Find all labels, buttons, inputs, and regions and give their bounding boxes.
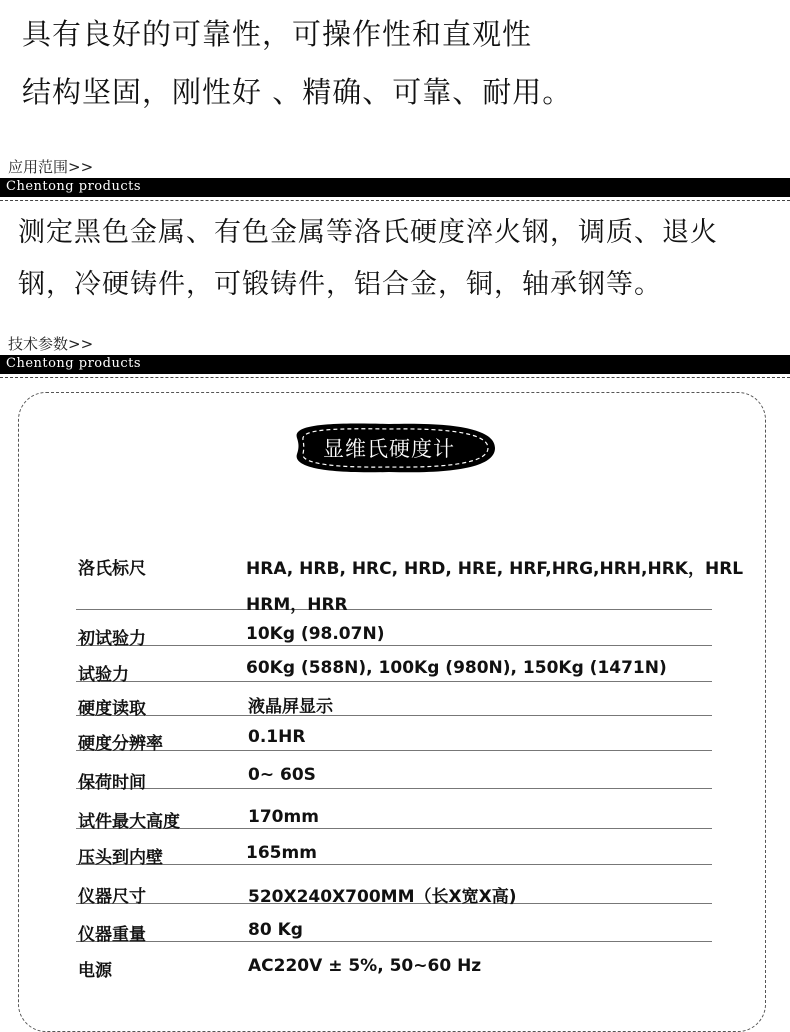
application-line-2: 钢，冷硬铸件，可锻铸件，铝合金，铜，轴承钢等。 [18, 269, 662, 300]
spec-row-readout [76, 682, 712, 719]
spec-label: 试件最大高度 [78, 812, 180, 832]
spec-label: 试验力 [78, 665, 129, 685]
tech-bar-text: Chentong products [6, 356, 141, 371]
spec-row-dwell-time [76, 751, 712, 793]
spec-label: 初试验力 [78, 629, 146, 649]
application-section-label: 应用范围>> [8, 158, 94, 176]
spec-value: 165mm [246, 843, 317, 863]
spec-row-resolution [76, 716, 712, 754]
application-line-1: 测定黑色金属、有色金属等洛氏硬度淬火钢，调质、退火 [18, 217, 718, 248]
tech-section-label: 技术参数>> [8, 335, 94, 353]
application-divider [0, 200, 790, 201]
spec-value: AC220V ± 5%, 50~60 Hz [248, 956, 482, 976]
tech-divider [0, 377, 790, 378]
spec-label: 硬度读取 [78, 699, 146, 719]
spec-label: 仪器尺寸 [78, 887, 146, 907]
spec-row-scale [76, 552, 744, 615]
spec-row-max-height [76, 789, 712, 832]
spec-value: 液晶屏显示 [248, 697, 333, 717]
spec-label: 硬度分辨率 [78, 734, 163, 754]
spec-row-preload [76, 610, 712, 649]
tech-section-bar [0, 355, 790, 374]
spec-label: 仪器重量 [78, 925, 146, 945]
spec-row-weight [76, 904, 712, 945]
spec-value: 0~ 60S [248, 765, 316, 785]
spec-value-continued: HRM，HRR [246, 595, 348, 615]
application-section-bar [0, 178, 790, 197]
spec-label: 洛氏标尺 [78, 559, 146, 579]
spec-label: 压头到内壁 [78, 848, 163, 868]
application-bar-text: Chentong products [6, 179, 141, 194]
spec-label: 电源 [78, 961, 112, 981]
spec-value: 170mm [248, 807, 319, 827]
spec-value: 0.1HR [248, 727, 306, 747]
spec-row-throat [76, 829, 712, 868]
badge-title: 显维氏硬度计 [323, 437, 455, 461]
spec-label: 保荷时间 [78, 773, 146, 793]
spec-value: 520X240X700MM（长X宽X高) [248, 887, 517, 907]
spec-row-power [76, 942, 712, 980]
spec-row-dimensions [76, 865, 712, 907]
spec-value: 10Kg (98.07N) [246, 624, 385, 644]
spec-value: 80 Kg [248, 920, 303, 940]
feature-line-1: 具有良好的可靠性，可操作性和直观性 [22, 17, 533, 51]
feature-line-2: 结构坚固，刚性好 、精确、可靠、耐用。 [22, 75, 573, 109]
spec-value: 60Kg (588N), 100Kg (980N), 150Kg (1471N) [246, 658, 667, 678]
spec-value: HRA, HRB, HRC, HRD, HRE, HRF,HRG,HRH,HRK，HRL [246, 559, 744, 579]
title-badge [289, 420, 499, 476]
spec-row-test-force [76, 646, 712, 685]
